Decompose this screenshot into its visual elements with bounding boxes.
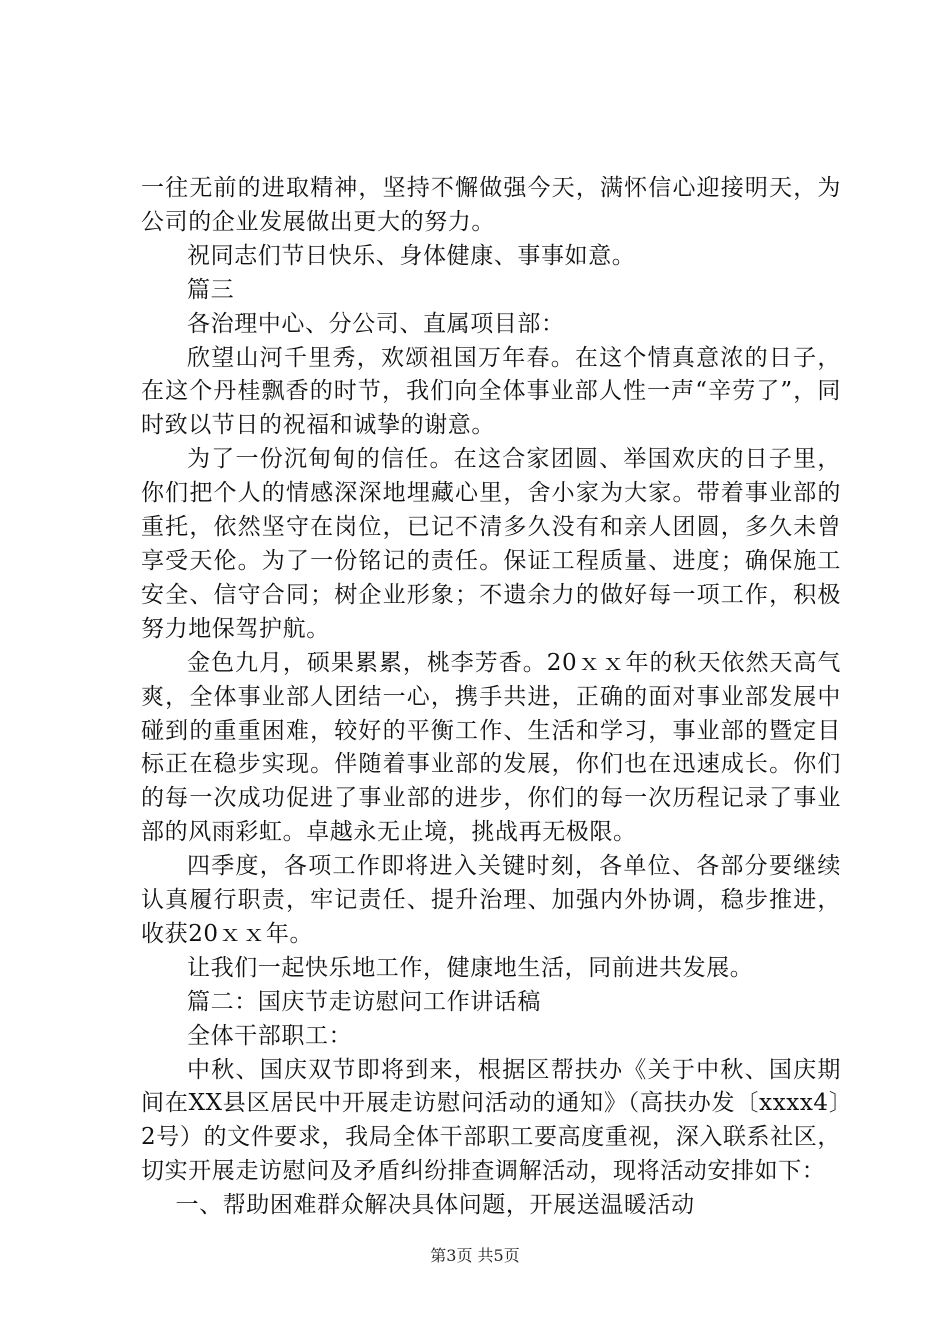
paragraph: 四季度，各项工作即将进入关键时刻，各单位、各部分要继续认真履行职责，牢记责任、提升治理、加强内外协调，稳步推进，收获20ｘｘ年。 bbox=[141, 853, 841, 947]
section-heading: 篇二：国庆节走访慰问工作讲话稿 bbox=[187, 988, 541, 1015]
paragraph: 为了一份沉甸甸的信任。在这合家团圆、举国欢庆的日子里，你们把个人的情感深深地埋藏心里，舍小家为大家。带着事业部的重托，依然坚守在岗位，已记不清多久没有和亲人团圆，多久未曾享受天伦。为了一份铭记的责任。保证工程质量、进度；确保施工安全、信守合同；树企业形象；不遗余力的做好每一项工作，积极努力地保驾护航。 bbox=[141, 446, 841, 642]
paragraph: 金色九月，硕果累累，桃李芳香。20ｘｘ年的秋天依然天高气爽，全体事业部人团结一心，携手共进，正确的面对事业部发展中碰到的重重困难，较好的平衡工作、生活和学习，事业部的暨定目标正在稳步实现。伴随着事业部的发展，你们也在迅速成长。你们的每一次成功促进了事业部的进步，你们的每一次历程记录了事业部的风雨彩虹。卓越永无止境，挑战再无极限。 bbox=[141, 649, 841, 846]
section-heading: 篇三 bbox=[187, 276, 235, 303]
document-body bbox=[141, 172, 841, 1223]
page-number-label: 第3页 共5页 bbox=[430, 1246, 520, 1265]
salutation: 各治理中心、分公司、直属项目部： bbox=[187, 310, 565, 337]
paragraph: 让我们一起快乐地工作，健康地生活，同前进共发展。 bbox=[187, 954, 754, 981]
salutation: 全体干部职工： bbox=[187, 1022, 353, 1049]
paragraph: 中秋、国庆双节即将到来，根据区帮扶办《关于中秋、国庆期间在XX县区居民中开展走访慰问活动的通知》（高扶办发〔xxxx4〕2号）的文件要求，我局全体干部职工要高度重视，深入联系社区，切实开展走访慰问及矛盾纠纷排查调解活动，现将活动安排如下： bbox=[141, 1056, 841, 1185]
paragraph: 祝同志们节日快乐、身体健康、事事如意。 bbox=[187, 242, 636, 269]
paragraph: 欣望山河千里秀，欢颂祖国万年春。在这个情真意浓的日子，在这个丹桂飘香的时节，我们向全体事业部人性一声“辛劳了”，同时致以节日的祝福和诚挚的谢意。 bbox=[141, 344, 841, 439]
paragraph: 一往无前的进取精神，坚持不懈做强今天，满怀信心迎接明天，为公司的企业发展做出更大的努力。 bbox=[141, 175, 841, 235]
list-item-heading: 一、帮助困难群众解决具体问题，开展送温暖活动 bbox=[175, 1192, 695, 1219]
page-footer bbox=[0, 1243, 950, 1266]
